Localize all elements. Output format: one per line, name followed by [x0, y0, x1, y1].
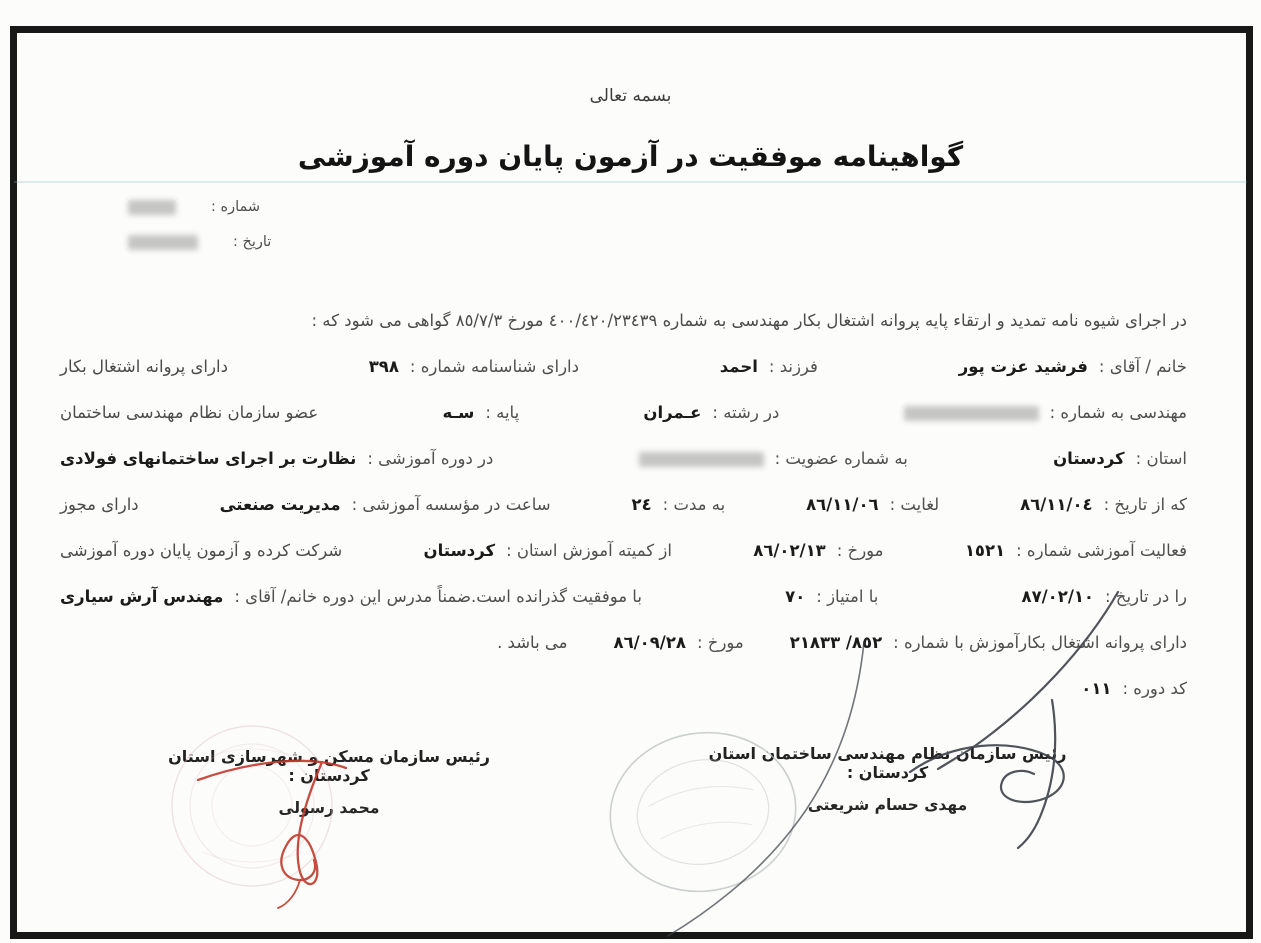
field-applicant-name	[959, 357, 1187, 376]
score-value: ٧٠	[785, 586, 806, 606]
field-duration	[632, 495, 726, 514]
license-number-redacted	[904, 406, 1039, 421]
serial-number-label: شماره :	[211, 199, 261, 215]
field-course-end	[806, 495, 939, 514]
grade-value: سـه	[442, 402, 475, 422]
exam-date-value: ٨٧/٠٢/١٠	[1021, 586, 1094, 606]
signature-left-block	[138, 747, 520, 817]
body-line-intro	[60, 297, 1187, 343]
is-text: می باشد .	[497, 632, 568, 652]
institute-value: مدیریت صنعتی	[219, 494, 341, 514]
instructor-license-date-label: مورخ :	[696, 632, 744, 652]
course-start-label: که از تاریخ :	[1103, 494, 1187, 514]
field-instructor-license	[790, 633, 1187, 652]
course-code-value: ٠١١	[1081, 678, 1112, 698]
body-line-course-dates	[60, 481, 1187, 527]
serial-number-redacted	[128, 200, 176, 215]
course-name-label: در دوره آموزشی :	[367, 448, 494, 468]
signature-right-name: مهدی حسام شریعتی	[807, 796, 968, 814]
body-line-course-code	[60, 665, 1187, 711]
field-course-name	[60, 449, 493, 468]
body-line-license	[60, 389, 1187, 435]
signature-left-title: رئیس سازمان مسکن و شهرسازی استان کردستان :	[168, 747, 490, 785]
field-discipline	[643, 403, 779, 422]
duration-value: ٢٤	[631, 494, 652, 514]
course-end-value: ٨٦/١١/٠٦	[806, 494, 879, 514]
signature-right-title: رئیس سازمان نظام مهندسی ساختمان استان کردستان :	[708, 744, 1067, 782]
province-value: کردستان	[1053, 448, 1125, 468]
field-instructor	[60, 587, 642, 606]
certificate-body	[60, 297, 1187, 711]
scan-artifact-line	[14, 181, 1247, 183]
course-start-value: ٨٦/١١/٠٤	[1020, 494, 1093, 514]
field-score	[785, 587, 878, 606]
membership-number-label: به شماره عضویت :	[774, 448, 908, 468]
field-province	[1053, 449, 1187, 468]
activity-number-value: ١٥٢١	[964, 540, 1006, 560]
field-committee-province	[423, 541, 671, 560]
body-line-activity	[60, 527, 1187, 573]
exam-date-label: را در تاریخ :	[1105, 586, 1187, 606]
date-redacted	[128, 235, 198, 250]
field-exam-date	[1022, 587, 1187, 606]
participated-text: شرکت کرده و آزمون پایان دوره آموزشی	[60, 540, 343, 560]
father-name-label: فرزند :	[768, 356, 818, 376]
id-number-label: دارای شناسنامه شماره :	[409, 356, 579, 376]
bismillah-text: بسمه تعالی	[589, 86, 672, 106]
body-line-exam	[60, 573, 1187, 619]
instructor-license-date-value: ٨٦/٠٩/٢٨	[613, 632, 686, 652]
body-line-personal	[60, 343, 1187, 389]
field-id-number	[369, 357, 579, 376]
score-label: با امتیاز :	[816, 586, 879, 606]
field-activity-number	[965, 541, 1187, 560]
committee-province-value: کردستان	[423, 540, 496, 560]
field-grade	[442, 403, 519, 422]
date-label: تاریخ :	[233, 234, 272, 250]
instructor-license-label: دارای پروانه اشتغال بکارآموزش با شماره :	[893, 632, 1187, 652]
instructor-label: با موفقیت گذرانده است.ضمناً مدرس این دوره خانم/ آقای :	[234, 586, 642, 606]
course-name-value: نظارت بر اجرای ساختمانهای فولادی	[60, 448, 357, 468]
serial-number-row	[128, 196, 308, 218]
membership-number-redacted	[639, 452, 764, 467]
discipline-value: عـمران	[643, 402, 702, 422]
body-line-instructor-license	[60, 619, 1187, 665]
body-line-province	[60, 435, 1187, 481]
field-activity-date	[753, 541, 883, 560]
duration-label: به مدت :	[662, 494, 726, 514]
meta-block	[128, 196, 308, 266]
activity-number-label: فعالیت آموزشی شماره :	[1016, 540, 1187, 560]
province-label: استان :	[1135, 448, 1187, 468]
field-membership-number	[639, 449, 908, 468]
license-number-label: مهندسی به شماره :	[1049, 402, 1187, 422]
date-row	[128, 231, 308, 253]
field-course-start	[1020, 495, 1187, 514]
member-of-org-text: عضو سازمان نظام مهندسی ساختمان	[60, 402, 319, 422]
field-father-name	[720, 357, 818, 376]
activity-date-value: ٨٦/٠٢/١٣	[753, 540, 826, 560]
id-number-value: ٣٩٨	[368, 356, 399, 376]
institute-label: ساعت در مؤسسه آموزشی :	[351, 494, 551, 514]
field-instructor-license-date	[614, 633, 744, 652]
father-name-value: احمد	[719, 356, 758, 376]
applicant-name-label: خانم / آقای :	[1098, 356, 1187, 376]
course-end-label: لغایت :	[889, 494, 940, 514]
field-course-code	[1081, 679, 1187, 698]
field-license-number	[904, 403, 1187, 422]
grade-label: پایه :	[485, 402, 520, 422]
signature-right-block	[705, 744, 1070, 814]
intro-text: در اجرای شیوه نامه تمدید و ارتقاء پایه پروانه اشتغال بکار مهندسی به شماره ٤٠٠/٤٢٠/٢٣٤٣٩ مورخ ٨٥/٧/٣ گواهی می شود که :	[311, 310, 1187, 330]
discipline-label: در رشته :	[712, 402, 780, 422]
certificate-title: گواهینامه موفقیت در آزمون پایان دوره آموزشی	[297, 140, 964, 173]
course-code-label: کد دوره :	[1122, 678, 1187, 698]
applicant-name-value: فرشید عزت پور	[958, 356, 1088, 376]
activity-date-label: مورخ :	[836, 540, 884, 560]
instructor-value: مهندس آرش سیاری	[60, 586, 224, 606]
instructor-license-value: ٨٥٢/ ٢١٨٣٣	[789, 632, 883, 652]
license-holder-text: دارای پروانه اشتغال بکار	[60, 356, 228, 376]
field-institute	[220, 495, 551, 514]
committee-province-label: از کمیته آموزش استان :	[506, 540, 672, 560]
signature-left-name: محمد رسولی	[278, 799, 380, 817]
licensed-text: دارای مجوز	[60, 494, 139, 514]
